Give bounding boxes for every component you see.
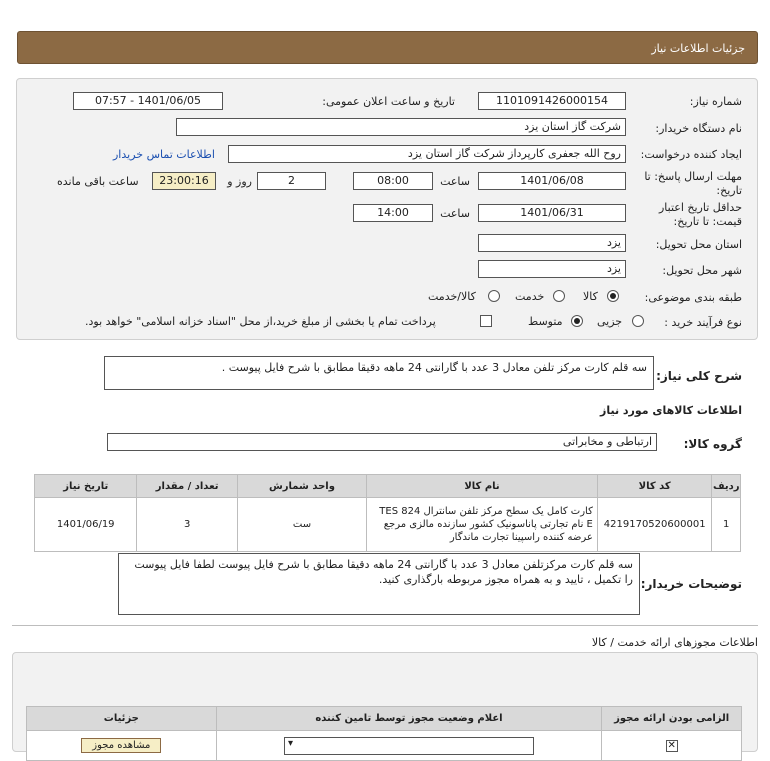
category-service-label: خدمت xyxy=(515,290,545,303)
chevron-down-icon: ▾ xyxy=(287,737,294,749)
col-license-required: الزامی بودن ارائه مجوز xyxy=(602,707,742,731)
license-table xyxy=(26,706,742,761)
license-status-select[interactable] xyxy=(284,737,534,755)
cell-code: 4219170520600001 xyxy=(597,498,712,552)
remaining-time-field: 23:00:16 xyxy=(152,172,216,190)
city-label: شهر محل تحویل: xyxy=(662,264,742,277)
cell-name: کارت کامل یک سطح مرکز تلفن سانترال TES 824 E نام تجارتی پاناسونیک کشور سازنده مالزی مرجع عرضه کننده راسپینا تجارت ماندگار xyxy=(367,498,598,552)
category-label: طبقه بندی موضوعی: xyxy=(644,291,742,304)
announce-label: تاریخ و ساعت اعلان عمومی: xyxy=(322,95,455,108)
validity-label-2: قیمت: تا تاریخ: xyxy=(673,215,742,228)
col-date: تاریخ نیاز xyxy=(35,475,137,498)
col-license-details: جزئیات xyxy=(27,707,217,731)
deadline-time-label: ساعت xyxy=(440,175,470,188)
creator-label: ایجاد کننده درخواست: xyxy=(640,148,742,161)
need-number-field: 1101091426000154 xyxy=(478,92,626,110)
category-service-radio[interactable] xyxy=(553,290,565,302)
buyer-contact-link[interactable]: اطلاعات تماس خریدار xyxy=(113,148,215,161)
cell-unit: ست xyxy=(237,498,366,552)
col-license-status: اعلام وضعیت مجوز توسط تامین کننده xyxy=(216,707,602,731)
goods-group-label: گروه کالا: xyxy=(683,437,742,451)
buyer-notes-box: سه قلم کارت مرکزتلفن معادل 3 عدد با گارانتی 24 ماهه دقیقا مطابق با شرح فایل پیوست لطفا فایل پیوست را تکمیل ، تایید و به همراه مجوز مربوطه بارگذاری کنید. xyxy=(118,553,640,615)
category-goods-label: کالا xyxy=(583,290,598,303)
days-label: روز و xyxy=(227,175,252,188)
col-unit: واحد شمارش xyxy=(237,475,366,498)
validity-label: حداقل تاریخ اعتبار xyxy=(658,201,742,214)
creator-field: روح الله جعفری کارپرداز شرکت گاز استان یزد xyxy=(228,145,626,163)
license-details-cell xyxy=(27,731,217,761)
buyer-field: شرکت گاز استان یزد xyxy=(176,118,626,136)
validity-time-label: ساعت xyxy=(440,207,470,220)
category-both-label: کالا/خدمت xyxy=(428,290,476,303)
announce-field: 1401/06/05 - 07:57 xyxy=(73,92,223,110)
page-header xyxy=(17,31,758,64)
license-section-title: اطلاعات مجوزهای ارائه خدمت / کالا xyxy=(591,636,758,649)
city-field: یزد xyxy=(478,260,626,278)
buyer-notes-label: توضیحات خریدار: xyxy=(640,577,742,591)
province-label: استان محل تحویل: xyxy=(655,238,742,251)
summary-label: شرح کلی نیاز: xyxy=(656,369,742,383)
treasury-payment-note: پرداخت تمام یا بخشی از مبلغ خرید،از محل "اسناد خزانه اسلامی" خواهد بود. xyxy=(85,315,436,328)
cell-qty: 3 xyxy=(137,498,237,552)
remaining-label: ساعت باقی مانده xyxy=(57,175,139,188)
buyer-label: نام دستگاه خریدار: xyxy=(655,122,742,135)
deadline-label: مهلت ارسال پاسخ: تا xyxy=(644,170,742,183)
license-required-cell xyxy=(602,731,742,761)
table-row xyxy=(35,498,741,552)
view-license-button[interactable]: مشاهده مجوز xyxy=(81,738,161,753)
province-field: یزد xyxy=(478,234,626,252)
cell-row: 1 xyxy=(712,498,741,552)
col-qty: تعداد / مقدار xyxy=(137,475,237,498)
col-code: کد کالا xyxy=(597,475,712,498)
section-divider xyxy=(12,625,758,626)
validity-time-field: 14:00 xyxy=(353,204,433,222)
need-number-label: شماره نیاز: xyxy=(689,95,742,108)
category-goods-radio[interactable] xyxy=(607,290,619,302)
license-status-cell xyxy=(216,731,602,761)
col-row: ردیف xyxy=(712,475,741,498)
days-field: 2 xyxy=(257,172,326,190)
deadline-time-field: 08:00 xyxy=(353,172,433,190)
process-label: نوع فرآیند خرید : xyxy=(664,316,742,329)
category-both-radio[interactable] xyxy=(488,290,500,302)
cell-date: 1401/06/19 xyxy=(35,498,137,552)
goods-section-title: اطلاعات کالاهای مورد نیاز xyxy=(600,404,742,417)
process-medium-label: متوسط xyxy=(528,315,563,328)
process-medium-radio[interactable] xyxy=(571,315,583,327)
license-required-checkbox[interactable]: ✕ xyxy=(667,739,676,751)
validity-date-field: 1401/06/31 xyxy=(478,204,626,222)
goods-group-field: ارتباطی و مخابراتی xyxy=(107,433,657,451)
process-minor-label: جزیی xyxy=(597,315,623,328)
col-name: نام کالا xyxy=(367,475,598,498)
process-minor-radio[interactable] xyxy=(632,315,644,327)
page-title: جزئیات اطلاعات نیاز xyxy=(651,42,745,55)
license-row xyxy=(27,731,742,761)
summary-box: سه قلم کارت مرکز تلفن معادل 3 عدد با گارانتی 24 ماهه دقیقا مطابق با شرح فایل پیوست . xyxy=(104,356,654,390)
deadline-label-2: تاریخ: xyxy=(716,184,742,197)
items-table xyxy=(34,474,741,552)
deadline-date-field: 1401/06/08 xyxy=(478,172,626,190)
treasury-payment-checkbox[interactable] xyxy=(480,315,492,327)
